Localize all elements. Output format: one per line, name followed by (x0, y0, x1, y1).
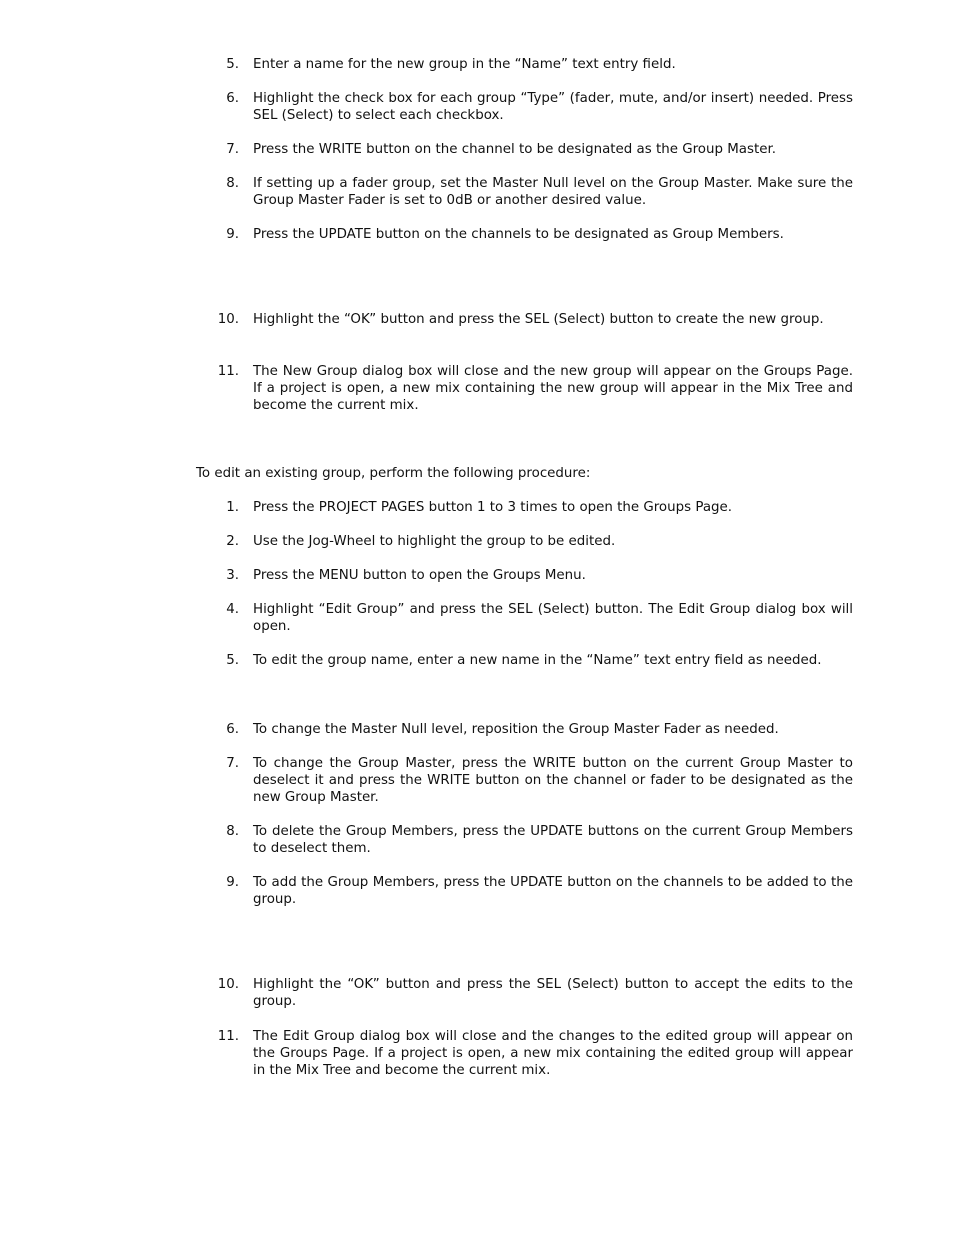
list-number: 4. (226, 602, 239, 617)
list-number: 7. (226, 756, 239, 771)
list-number: 11. (217, 1029, 239, 1044)
list-text: To add the Group Members, press the UPDATE button on the channels to be added to the group. (253, 875, 853, 907)
list-number: 10. (217, 977, 239, 992)
list-text: The New Group dialog box will close and the new group will appear on the Groups Page. If a project is open, a new mix containing the new group will appear in the Mix Tree and become the current mix. (253, 364, 853, 413)
list-text: To change the Master Null level, reposition the Group Master Fader as needed. (253, 722, 779, 737)
list-number: 2. (226, 534, 239, 549)
list-text: To change the Group Master, press the WRITE button on the current Group Master to deselect it and press the WRITE button on the channel or fader to be designated as the new Group Master. (253, 756, 853, 805)
list-number: 5. (226, 57, 239, 72)
list-number: 11. (217, 364, 239, 379)
list-number: 8. (226, 176, 239, 191)
list-number: 7. (226, 142, 239, 157)
list-text: If setting up a fader group, set the Master Null level on the Group Master. Make sure the Group Master Fader is set to 0dB or another desired value. (253, 176, 853, 208)
list-number: 9. (226, 875, 239, 890)
list-text: Enter a name for the new group in the “Name” text entry field. (253, 57, 676, 72)
procedure-intro: To edit an existing group, perform the following procedure: (196, 466, 591, 481)
list-text: Highlight the check box for each group “Type” (fader, mute, and/or insert) needed. Press SEL (Select) to select each checkbox. (253, 91, 853, 123)
list-text: Highlight the “OK” button and press the SEL (Select) button to create the new group. (253, 312, 824, 327)
list-number: 5. (226, 653, 239, 668)
list-number: 3. (226, 568, 239, 583)
list-number: 8. (226, 824, 239, 839)
list-number: 10. (217, 312, 239, 327)
list-text: Highlight the “OK” button and press the SEL (Select) button to accept the edits to the group. (253, 977, 853, 1009)
list-text: Press the MENU button to open the Groups Menu. (253, 568, 586, 583)
list-text: To edit the group name, enter a new name in the “Name” text entry field as needed. (253, 653, 822, 668)
list-number: 9. (226, 227, 239, 242)
list-number: 6. (226, 91, 239, 106)
list-text: To delete the Group Members, press the UPDATE buttons on the current Group Members to deselect them. (253, 824, 853, 856)
list-text: Press the PROJECT PAGES button 1 to 3 times to open the Groups Page. (253, 500, 733, 515)
list-text: Highlight “Edit Group” and press the SEL (Select) button. The Edit Group dialog box will open. (253, 602, 853, 634)
list-text: Press the UPDATE button on the channels to be designated as Group Members. (253, 227, 784, 242)
list-text: The Edit Group dialog box will close and the changes to the edited group will appear on the Groups Page. If a project is open, a new mix containing the edited group will appear in the Mix Tree and become the current mix. (253, 1029, 853, 1078)
list-number: 6. (226, 722, 239, 737)
list-text: Use the Jog-Wheel to highlight the group to be edited. (253, 534, 616, 549)
list-text: Press the WRITE button on the channel to be designated as the Group Master. (253, 142, 776, 157)
list-number: 1. (226, 500, 239, 515)
